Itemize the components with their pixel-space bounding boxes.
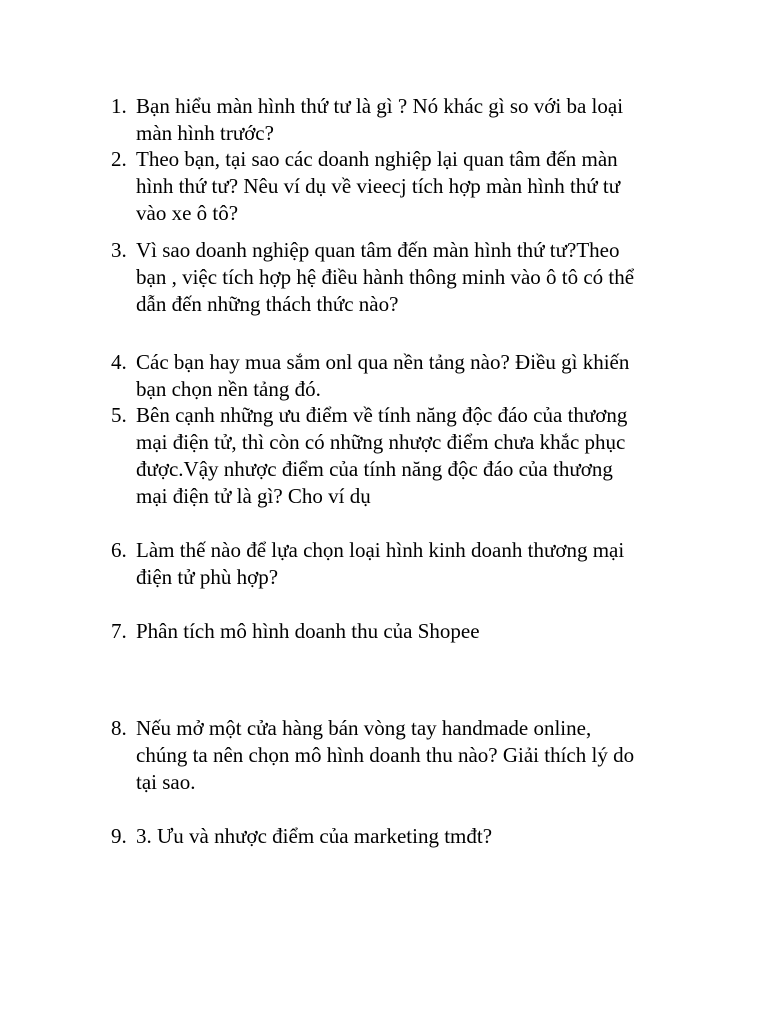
question-1: [111, 93, 691, 147]
question-text: Bạn hiểu màn hình thứ tư là gì ? Nó khác gì so với ba loại màn hình trước?: [136, 94, 624, 145]
question-text: Vì sao doanh nghiệp quan tâm đến màn hình thứ tư?Theo bạn , việc tích hợp hệ điều hành thông minh vào ô tô có thể dẫn đến những thách thức nào?: [136, 238, 635, 316]
question-text: Bên cạnh những ưu điểm về tính năng độc đáo của thương mại điện tử, thì còn có những nhược điểm chưa khắc phục được.Vậy nhược điểm của tính năng độc đáo của thương mại điện tử là gì? Cho ví dụ: [136, 403, 628, 508]
question-9: [111, 823, 691, 850]
question-3: [111, 237, 691, 318]
question-text: Phân tích mô hình doanh thu của Shopee: [136, 619, 480, 643]
question-number: 9.: [111, 824, 127, 848]
question-6: [111, 537, 691, 591]
question-4: [111, 349, 691, 403]
question-number: 6.: [111, 538, 127, 562]
question-number: 7.: [111, 619, 127, 643]
question-8: [111, 715, 691, 796]
question-5: [111, 402, 691, 510]
question-2: [111, 146, 691, 227]
question-number: 4.: [111, 350, 127, 374]
question-number: 8.: [111, 716, 127, 740]
question-number: 3.: [111, 238, 127, 262]
question-number: 5.: [111, 403, 127, 427]
question-text: Theo bạn, tại sao các doanh nghiệp lại quan tâm đến màn hình thứ tư? Nêu ví dụ về vieecj tích hợp màn hình thứ tư vào xe ô tô?: [136, 147, 621, 225]
question-text: Các bạn hay mua sắm onl qua nền tảng nào? Điều gì khiến bạn chọn nền tảng đó.: [136, 350, 630, 401]
question-number: 1.: [111, 94, 127, 118]
question-text: Nếu mở một cửa hàng bán vòng tay handmade online, chúng ta nên chọn mô hình doanh thu nào? Giải thích lý do tại sao.: [136, 716, 635, 794]
question-text: 3. Ưu và nhược điểm của marketing tmđt?: [136, 824, 493, 848]
question-text: Làm thế nào để lựa chọn loại hình kinh doanh thương mại điện tử phù hợp?: [136, 538, 625, 589]
question-7: [111, 618, 691, 645]
question-number: 2.: [111, 147, 127, 171]
